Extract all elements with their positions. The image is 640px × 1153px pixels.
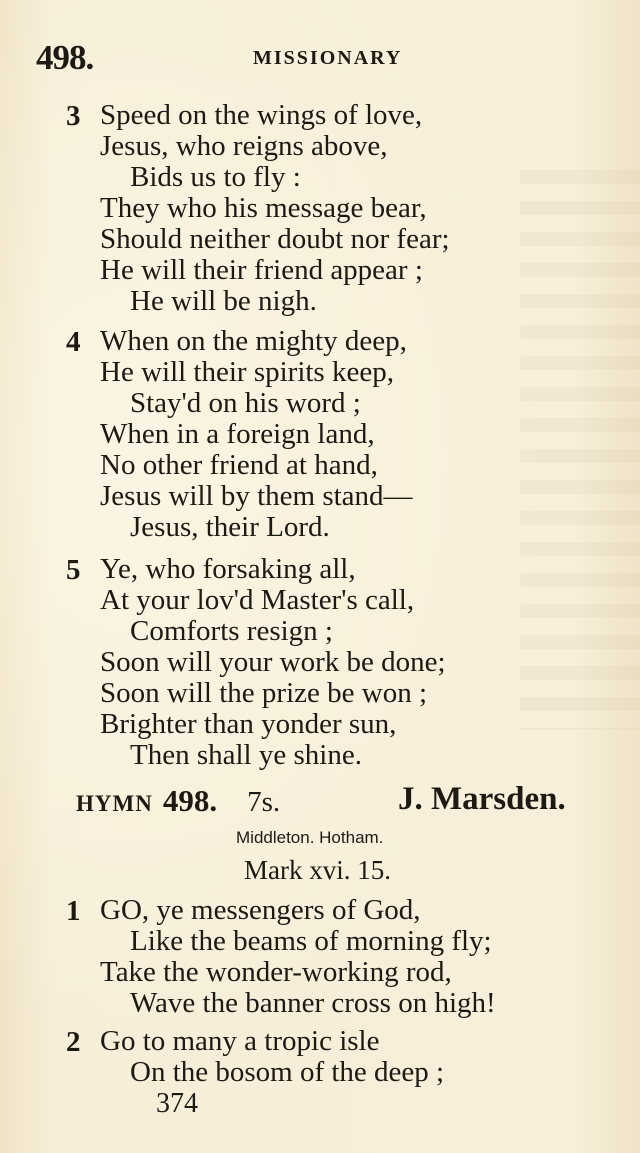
hymn-label: HYMN xyxy=(76,791,153,816)
verse-line: He will their spirits keep, xyxy=(100,356,394,388)
verse-line: Bids us to fly : xyxy=(130,161,301,193)
hymn-meter: 7s. xyxy=(247,786,281,818)
verse-number: 1 xyxy=(66,895,81,927)
verse-line: Wave the banner cross on high! xyxy=(130,987,496,1019)
verse-line: At your lov'd Master's call, xyxy=(100,584,415,616)
verse-number: 5 xyxy=(66,554,81,586)
verse-number: 2 xyxy=(66,1026,81,1058)
verse-line: Ye, who forsaking all, xyxy=(100,553,356,585)
hymn-heading xyxy=(76,783,280,819)
verse-line: Like the beams of morning fly; xyxy=(130,925,492,957)
verse-line: Jesus will by them stand— xyxy=(100,480,413,512)
hymn-author: J. Marsden. xyxy=(398,781,566,817)
verse-line: Go to many a tropic isle xyxy=(100,1025,380,1057)
verse-line: Comforts resign ; xyxy=(130,615,333,647)
verse-line: Brighter than yonder sun, xyxy=(100,708,397,740)
section-title: MISSIONARY xyxy=(253,47,403,69)
verse-number: 3 xyxy=(66,100,81,132)
verse-line: Should neither doubt nor fear; xyxy=(100,223,450,255)
verse-line: Jesus, their Lord. xyxy=(130,511,330,543)
verse-line: Stay'd on his word ; xyxy=(130,387,361,419)
verse-line: On the bosom of the deep ; xyxy=(130,1056,445,1088)
verse-line: Take the wonder-working rod, xyxy=(100,956,452,988)
page-number: 374 xyxy=(156,1088,198,1119)
verse-line: Jesus, who reigns above, xyxy=(100,130,388,162)
verse-line: GO, ye messengers of God, xyxy=(100,894,421,926)
verse-line: When on the mighty deep, xyxy=(100,325,407,357)
verse-line: Soon will the prize be won ; xyxy=(100,677,428,709)
verse-line: They who his message bear, xyxy=(100,192,427,224)
verse-line: Speed on the wings of love, xyxy=(100,99,423,131)
verse-line: Soon will your work be done; xyxy=(100,646,446,678)
hymn-page-label: 498. xyxy=(36,38,94,77)
scripture-reference: Mark xvi. 15. xyxy=(244,855,391,885)
hymn-number: 498. xyxy=(162,783,218,818)
bleed-through-shadow xyxy=(520,170,640,730)
verse-line: When in a foreign land, xyxy=(100,418,375,450)
verse-number: 4 xyxy=(66,326,81,358)
verse-line: No other friend at hand, xyxy=(100,449,378,481)
verse-line: He will their friend appear ; xyxy=(100,254,423,286)
verse-line: He will be nigh. xyxy=(130,285,317,317)
hymn-tunes: Middleton. Hotham. xyxy=(236,828,384,847)
verse-line: Then shall ye shine. xyxy=(130,739,362,771)
